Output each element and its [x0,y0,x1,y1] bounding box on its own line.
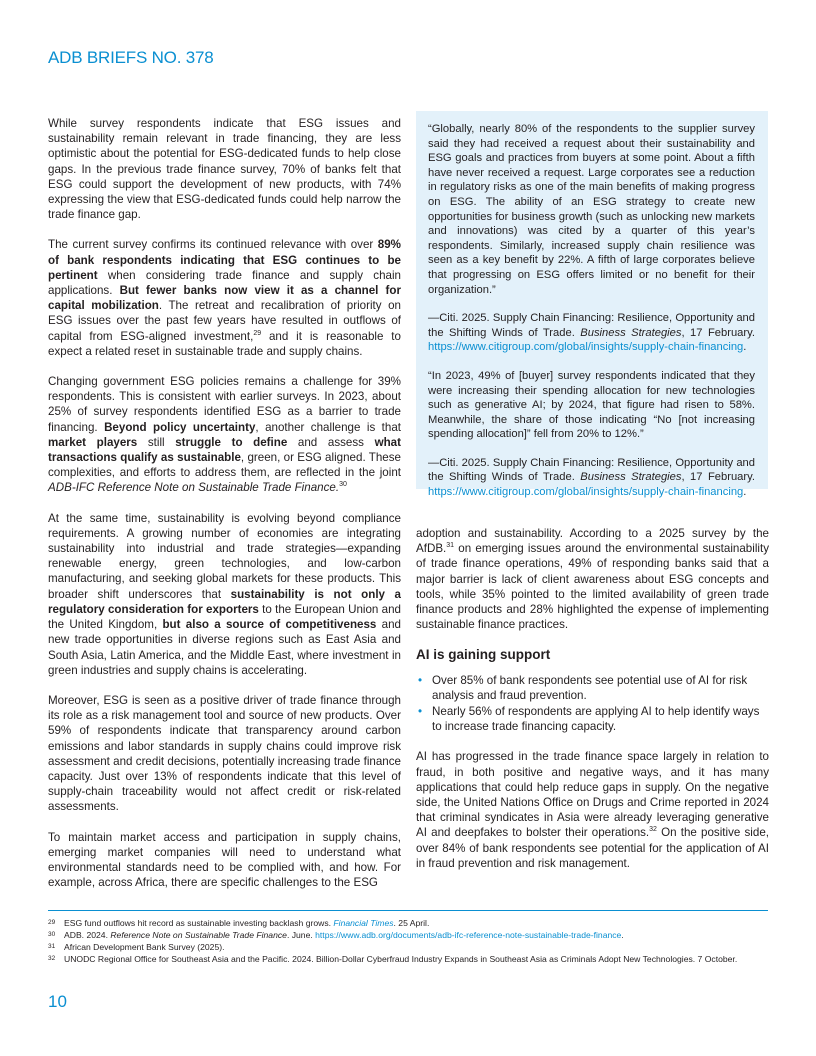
footnote-ref[interactable]: 31 [446,542,455,550]
paragraph: At the same time, sustainability is evolving beyond compliance requirements. A growing number of economies are integrating sustainability into industrial and trade strategies—expanding renewable energy, green technologies, and low-carbon manufacturing, and seeking global markets for these products. This broader shift underscores that sustainability is not only a regulatory consideration for exporters to the European Union and the United Kingdom, but also a source of competitiveness and new trade opportunities in diverse regions such as East Asia and South Asia, Latin America, and the Middle East, where investment in green industries and supply chains is accelerating. [48,511,402,677]
citation-link[interactable]: https://www.citigroup.com/global/insights/supply-chain-financing [428,341,744,354]
document-header: ADB BRIEFS NO. 378 [48,48,214,67]
quote-box [416,111,768,499]
paragraph: Moreover, ESG is seen as a positive driver of trade finance through its role as a risk management tool and source of new products. Over 59% of respondents indicate that transparency around carbon emissions and labor standards in supply chains could improve risk assessment and credit decisions, potentially increasing trade finance capacity. Just over 13% of respondents indicate that this level of supply-chain traceability would not affect credit or risk-related assessments. [48,693,401,814]
bullet-icon: • [418,673,423,687]
quote-text: “Globally, nearly 80% of the respondents to the supplier survey said they had received a request about their sustainability and ESG goals and practices from buyers at some point. About a fifth have never received a request. Large corporates see a reduction in regulatory risks as one of the main benefits of making progress on ESG. The ability of an ESG strategy to create new opportunities for business growth (such as unlocking new markets and innovations) was cited by a quarter of this year’s respondents. Similarly, increased supply chain resilience was seen as a key benefit by 22%. A fifth of large corporates believe that progressing on ESG offers limited or no benefit for their organization.” [428,123,755,296]
quote-citation: —Citi. 2025. Supply Chain Financing: Resilience, Opportunity and the Shifting Winds of Trade. Business Strategies, 17 February. https://www.citigroup.com/global/insights/supply-chain-financing. [428,312,756,354]
footnote: 30 ADB. 2024. Reference Note on Sustainable Trade Finance. June. https://www.adb.org/documents/adb-ifc-reference-note-sustainable-trade-finance. [48,930,624,940]
paragraph: While survey respondents indicate that ESG issues and sustainability remain relevant in trade financing, they are less optimistic about the potential for ESG-dedicated funds to help close gaps. In the previous trade finance survey, 70% of banks felt that ESG could support the development of new products, with 74% expressing the view that ESG-dedicated funds could help narrow the trade finance gap. [48,117,401,222]
citation-link[interactable]: https://www.citigroup.com/global/insights/supply-chain-financing [428,486,744,499]
page-number: 10 [48,992,67,1011]
quote-citation: —Citi. 2025. Supply Chain Financing: Resilience, Opportunity and the Shifting Winds of Trade. Business Strategies, 17 February. https://www.citigroup.com/global/insights/supply-chain-financing. [428,456,756,499]
footnote: 31 African Development Bank Survey (2025). [48,942,225,952]
footnote-link[interactable]: Financial Times [333,918,394,928]
footnotes [48,918,768,966]
paragraph: The current survey confirms its continued relevance with over 89% of bank respondents indicating that ESG continues to be pertinent when considering trade finance and supply chain applications. But fewer banks now view it as a channel for capital mobilization. The retreat and recalibration of priority on ESG issues over the past few years have resulted in outflows of capital from ESG-aligned investment,$^{29}$ and it is reasonable to expect a related reset in sustainable trade and supply chains. [48,238,402,358]
right-column [416,526,769,886]
footnote-ref[interactable]: 30 [339,481,347,489]
list-item: • Over 85% of bank respondents see potential use of AI for risk analysis and fraud prevention. [418,673,748,702]
footnote: 29 ESG fund outflows hit record as sustainable investing backlash grows. Financial Times. 25 April. [48,918,430,928]
quote-text: “In 2023, 49% of [buyer] survey respondents indicated that they were increasing their spending allocation for new technologies such as generative AI; by 2024, that figure had risen to 58%. Meanwhile, the share of those indicating “No [not increasing spending allocation]” fell from 20% to 12%.” [428,369,755,441]
footnote-ref[interactable]: 32 [649,826,657,834]
footnote-ref[interactable]: 29 [253,329,262,337]
footnote: 32 UNODC Regional Office for Southeast Asia and the Pacific. 2024. Billion-Dollar Cyberfraud Industry Expands in Southeast Asia as Criminals Adopt New Technologies. 7 October. [48,954,738,964]
bullet-icon: • [418,705,423,719]
list-item: • Nearly 56% of respondents are applying AI to help identify ways to increase trade financing capacity. [418,705,760,734]
paragraph: Changing government ESG policies remains a challenge for 39% respondents. This is consistent with earlier surveys. In 2023, about 25% of survey respondents identified ESG as a barrier to trade financing. Beyond policy uncertainty, another challenge is that market players still struggle to define and assess what transactions qualify as sustainable, green, or ESG aligned. These complexities, and efforts to address them, are reflected in the joint ADB-IFC Reference Note on Sustainable Trade Finance.$^{30}$ [48,375,401,495]
left-column [48,116,401,905]
paragraph: AI has progressed in the trade finance space largely in relation to fraud, in both positive and negative ways, and it has many applications that could help reduce gaps in supply. On the negative side, the United Nations Office on Drugs and Crime reported in 2024 that criminal syndicates in Asia were already leveraging generative AI and deepfakes to bolster their operations.$^{32}$ On the positive side, over 84% of bank respondents see potential for the application of AI in fraud prevention and risk management. [416,750,769,870]
bullet-list [416,673,769,735]
footnote-link[interactable]: https://www.adb.org/documents/adb-ifc-reference-note-sustainable-trade-finance [315,930,622,940]
footnote-divider [48,910,768,911]
paragraph: To maintain market access and participation in supply chains, emerging market companies will need to understand what environmental standards need to be complied with, and how. For example, across Africa, there are specific challenges to the ESG [48,830,401,890]
paragraph: adoption and sustainability. According to a 2025 survey by the AfDB.$^{31}$ on emerging issues around the environmental sustainability of trade finance operations, 49% of responding banks said that a major barrier is lack of client awareness about ESG concepts and tools, while 35% pointed to the limited availability of green trade finance products and 28% highlighted the expense of implementing sustainable finance practices. [416,527,769,632]
section-heading: AI is gaining support [416,647,551,663]
